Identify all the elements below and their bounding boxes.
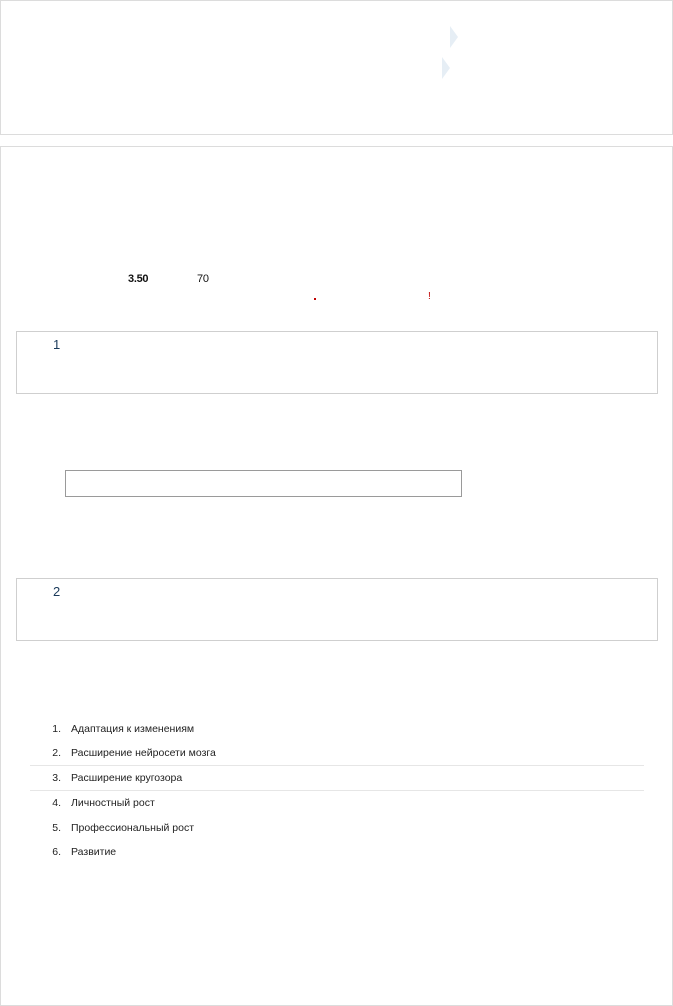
- option-number: 2.: [52, 747, 61, 760]
- option-label: Расширение нейросети мозга: [71, 747, 216, 760]
- option-label: Расширение кругозора: [71, 771, 183, 784]
- option-label: Профессиональный рост: [71, 821, 195, 834]
- stat-value-b: 70: [197, 273, 209, 285]
- option-number: 4.: [52, 797, 61, 810]
- alert-dot: [314, 298, 316, 300]
- stat-value-a: 3.50: [128, 273, 149, 285]
- answer-input[interactable]: [65, 470, 462, 497]
- option-number: 3.: [52, 771, 61, 784]
- option-label: Личностный рост: [71, 797, 155, 810]
- header-panel: [0, 0, 673, 135]
- option-number: 1.: [52, 723, 61, 736]
- alert-mark: !: [428, 291, 431, 302]
- question-card: [16, 331, 658, 394]
- answer-option[interactable]: [30, 742, 644, 767]
- answer-option[interactable]: [30, 717, 644, 742]
- question-number: 1: [53, 337, 61, 352]
- quiz-panel: [0, 146, 673, 1006]
- chevron-right-icon: [450, 26, 458, 48]
- question-number: 2: [53, 584, 61, 599]
- option-number: 5.: [52, 821, 61, 834]
- answer-options-list: [30, 717, 644, 865]
- answer-option[interactable]: [30, 766, 644, 791]
- option-label: Развитие: [71, 846, 117, 859]
- answer-option[interactable]: [30, 815, 644, 840]
- option-label: Адаптация к изменениям: [71, 723, 195, 736]
- answer-option[interactable]: [30, 791, 644, 816]
- answer-option[interactable]: [30, 840, 644, 865]
- chevron-right-icon: [442, 57, 450, 79]
- option-number: 6.: [52, 846, 61, 859]
- question-card: [16, 578, 658, 641]
